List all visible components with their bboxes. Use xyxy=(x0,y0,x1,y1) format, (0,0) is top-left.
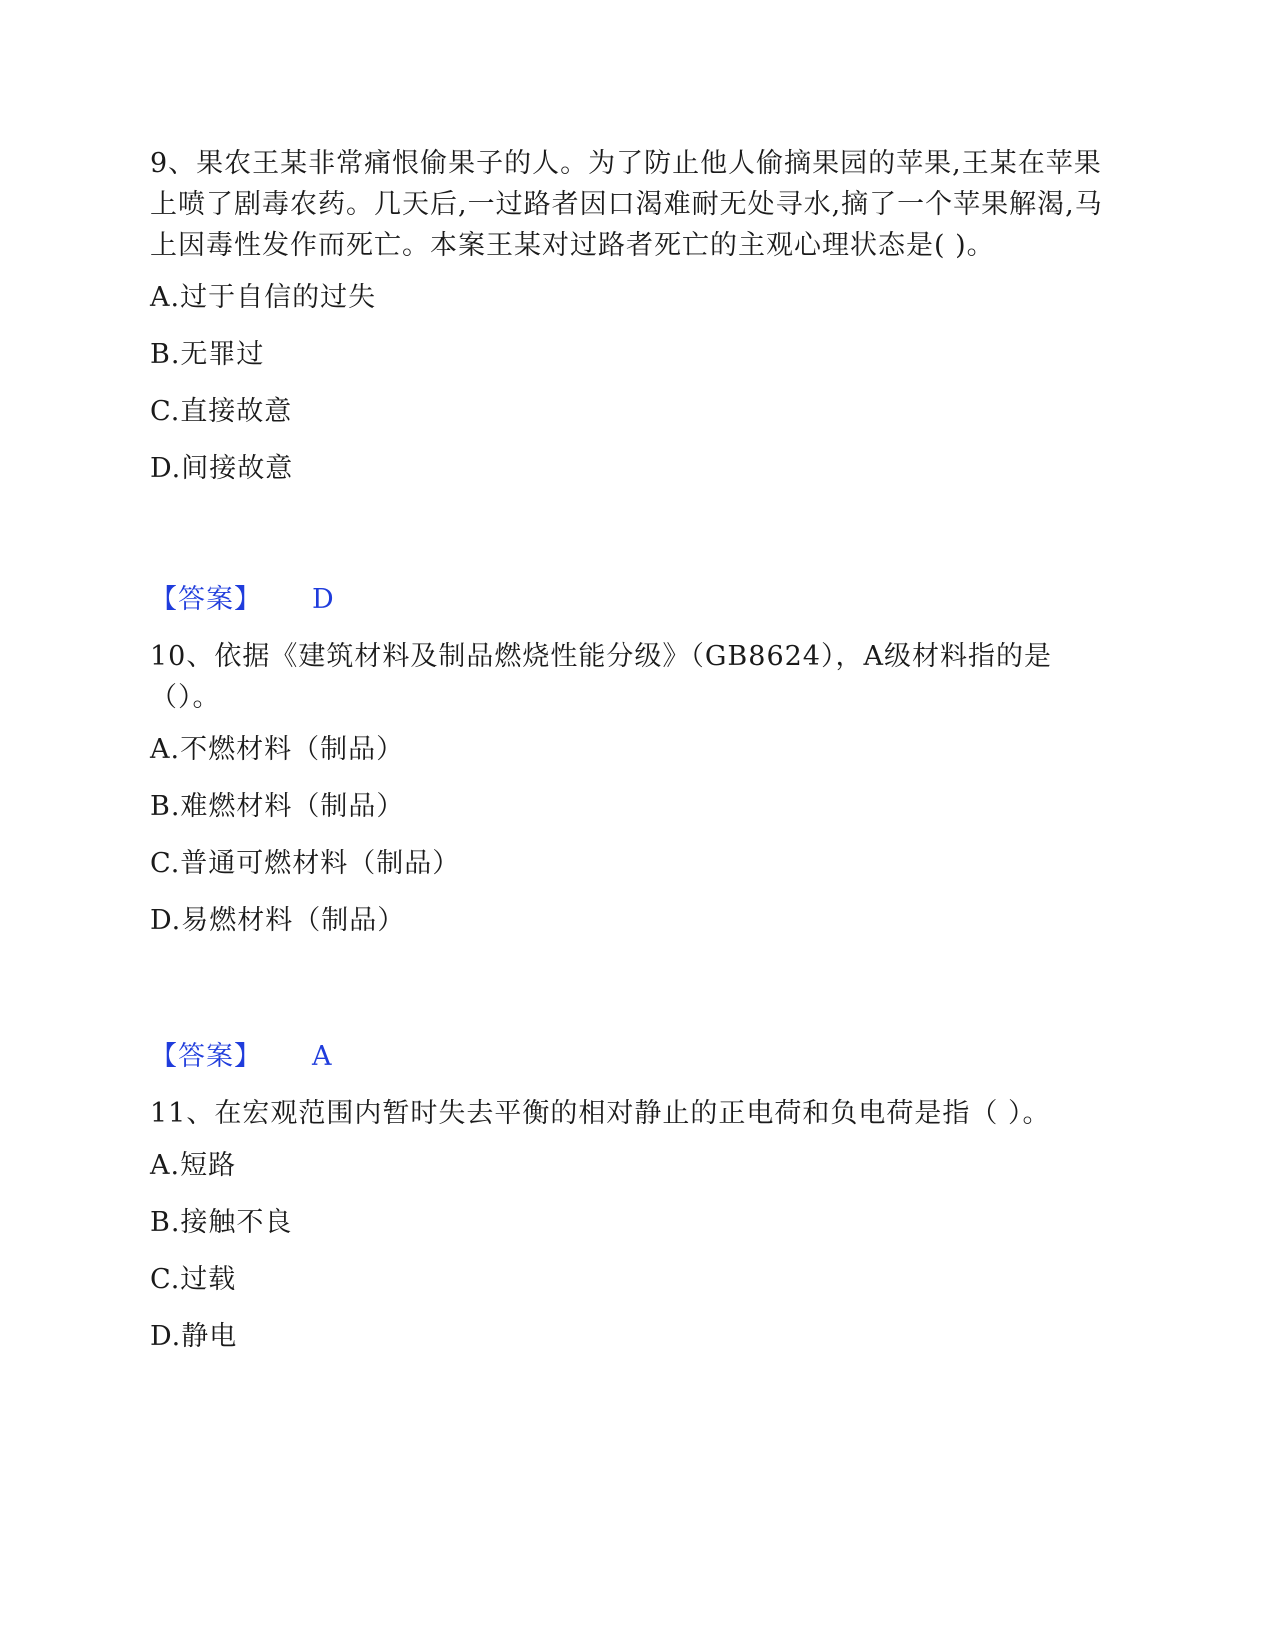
option-b: B.接触不良 xyxy=(150,1207,293,1238)
option-d: D.间接故意 xyxy=(150,453,294,484)
question-10 xyxy=(150,636,1110,960)
option-a: A.过于自信的过失 xyxy=(150,282,377,313)
option-b: B.无罪过 xyxy=(150,339,265,370)
answer-9 xyxy=(150,582,335,618)
option-d: D.静电 xyxy=(150,1321,238,1352)
answer-label: 【答案】 xyxy=(150,584,262,615)
answer-label: 【答案】 xyxy=(150,1041,262,1072)
answer-value: D xyxy=(312,584,335,615)
answer-value: A xyxy=(312,1041,333,1072)
option-b: B.难燃材料（制品） xyxy=(150,791,405,822)
question-9 xyxy=(150,143,1110,508)
question-11 xyxy=(150,1093,1110,1376)
question-stem: 10、依据《建筑材料及制品燃烧性能分级》（GB8624），A级材料指的是（）。 xyxy=(150,641,1052,713)
question-stem: 11、在宏观范围内暂时失去平衡的相对静止的正电荷和负电荷是指（ ）。 xyxy=(150,1098,1051,1129)
option-a: A.不燃材料（制品） xyxy=(150,734,405,765)
option-d: D.易燃材料（制品） xyxy=(150,905,406,936)
option-c: C.直接故意 xyxy=(150,396,293,427)
option-c: C.过载 xyxy=(150,1264,237,1295)
option-c: C.普通可燃材料（制品） xyxy=(150,848,461,879)
answer-10 xyxy=(150,1039,333,1075)
option-a: A.短路 xyxy=(150,1150,237,1181)
question-stem: 9、果农王某非常痛恨偷果子的人。为了防止他人偷摘果园的苹果,王某在苹果上喷了剧毒农药。几天后,一过路者因口渴难耐无处寻水,摘了一个苹果解渴,马上因毒性发作而死亡。本案王某对过路者死亡的主观心理状态是( )。 xyxy=(150,148,1103,261)
